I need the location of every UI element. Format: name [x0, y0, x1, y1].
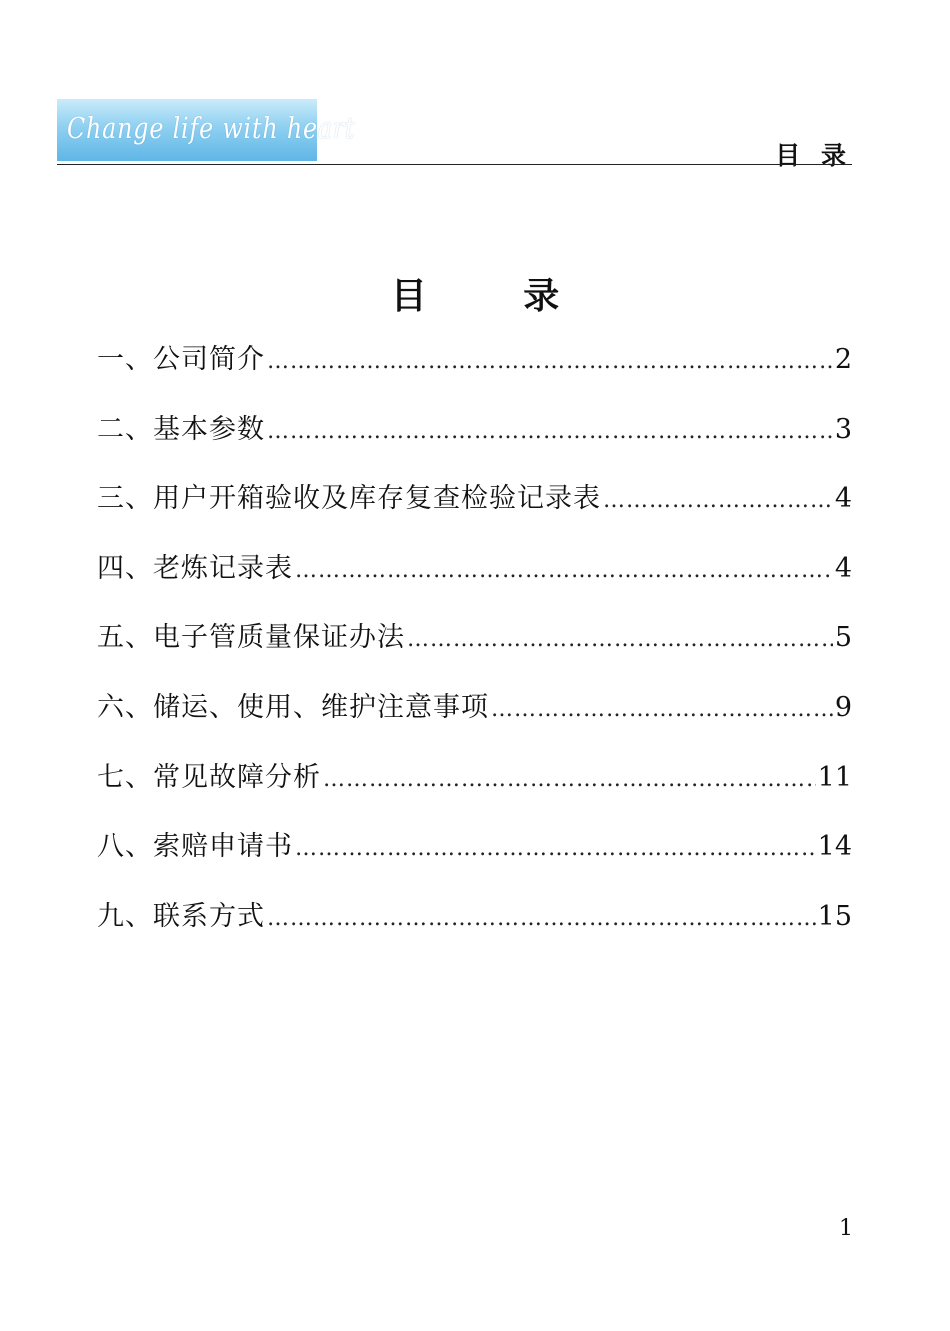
toc-dot-leader [267, 342, 833, 382]
toc-dot-leader [323, 760, 816, 800]
toc-entry[interactable] [97, 827, 852, 897]
page-title: 目 录 [390, 276, 602, 317]
toc-dot-leader [267, 899, 816, 939]
page-number: 1 [839, 1216, 853, 1241]
header-divider [57, 164, 852, 165]
toc-entry-page: 9 [834, 691, 852, 723]
toc-entry-title: 八、索赔申请书 [97, 831, 293, 863]
toc-entry-page: 3 [834, 413, 852, 445]
toc-entry[interactable] [97, 549, 852, 619]
logo-text: Change life with heart [67, 111, 356, 145]
toc-entry[interactable] [97, 479, 852, 549]
toc-entry[interactable] [97, 618, 852, 688]
toc-entry-page: 2 [834, 344, 852, 375]
header-section-label: 目 录 [775, 141, 852, 170]
toc-entry-title: 三、用户开箱验收及库存复查检验记录表 [97, 483, 601, 515]
toc-entry-page: 5 [834, 622, 852, 654]
table-of-contents [97, 340, 852, 966]
toc-entry[interactable] [97, 897, 852, 967]
toc-entry[interactable] [97, 410, 852, 480]
logo-banner [57, 99, 356, 161]
toc-entry-page: 4 [834, 483, 852, 515]
toc-entry[interactable] [97, 758, 852, 828]
toc-dot-leader [407, 620, 833, 660]
toc-entry-title: 四、老炼记录表 [97, 552, 293, 584]
toc-dot-leader [295, 829, 816, 869]
toc-dot-leader [603, 481, 833, 521]
toc-entry-title: 五、电子管质量保证办法 [97, 622, 405, 654]
toc-dot-leader [267, 412, 833, 452]
toc-entry-page: 15 [817, 900, 852, 932]
toc-entry-title: 九、联系方式 [97, 900, 265, 932]
toc-entry-title: 二、基本参数 [97, 413, 265, 445]
toc-entry-title: 六、储运、使用、维护注意事项 [97, 691, 489, 723]
toc-dot-leader [295, 551, 833, 591]
toc-entry[interactable] [97, 340, 852, 410]
toc-entry-title: 七、常见故障分析 [97, 761, 321, 793]
toc-dot-leader [491, 690, 833, 730]
toc-entry-page: 4 [834, 552, 852, 584]
toc-entry-page: 11 [817, 761, 852, 793]
toc-entry-title: 一、公司简介 [97, 344, 265, 375]
toc-entry[interactable] [97, 688, 852, 758]
toc-entry-page: 14 [817, 831, 852, 863]
